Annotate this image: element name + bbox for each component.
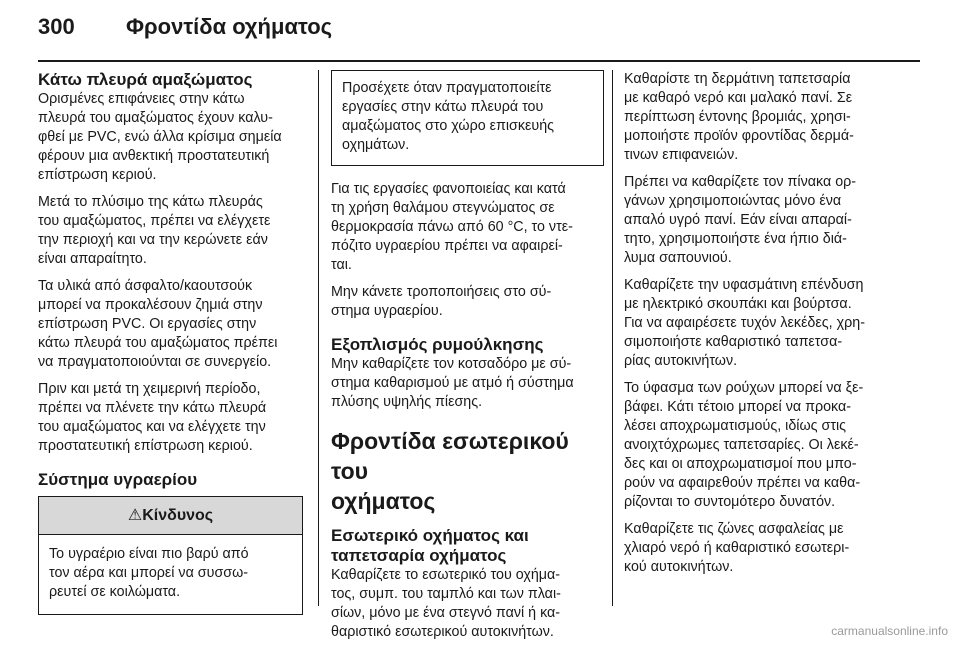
underbody-paragraph-2: Μετά το πλύσιμο της κάτω πλευράς του αμαξώματος, πρέπει να ελέγχετε την περιοχή και να την κερώνετε εάν είναι απαραίτητο. xyxy=(38,194,271,267)
towing-heading: Εξοπλισμός ρυμούλκησης xyxy=(331,335,544,354)
underbody-paragraph-4: Πριν και μετά τη χειμερινή περίοδο, πρέπει να πλένετε την κάτω πλευρά του αμαξώματος και να ελέγχετε την προστατευτική επίστρωση κεριού. xyxy=(38,381,267,454)
header-rule xyxy=(38,60,920,62)
column-3 xyxy=(624,70,914,585)
underbody-paragraph-3: Τα υλικά από άσφαλτο/καουτσούκ μπορεί να προκαλέσουν ζημιά στην επίστρωση PVC. Οι εργασίες στην κάτω πλευρά του αμαξώματος πρέπει να πραγματοποιούνται σε συνεργείο. xyxy=(38,278,278,370)
watermark: carmanualsonline.info xyxy=(831,624,948,638)
danger-box xyxy=(38,496,303,615)
underbody-paragraph-1: Ορισμένες επιφάνειες στην κάτω πλευρά του αμαξώματος έχουν καλυ‐ φθεί με PVC, ενώ άλλα κρίσιμα σημεία φέρουν μια ανθεκτική προστατευτική επίστρωση κεριού. xyxy=(38,91,282,183)
danger-box-header xyxy=(39,497,302,535)
instrument-panel-paragraph: Πρέπει να καθαρίζετε τον πίνακα ορ‐ γάνων χρησιμοποιώντας μόνο ένα απαλό υγρό πανί. Εάν είναι απαραί‐ τητο, χρησιμοποιήστε ένα ήπιο διά‐ λυμα σαπουνιού. xyxy=(624,174,857,266)
column-divider-1 xyxy=(318,70,319,606)
page-header xyxy=(38,14,332,40)
interior-care-section-title: Φροντίδα εσωτερικού του οχήματος xyxy=(331,428,569,514)
lpg-paragraph-1: Για τις εργασίες φανοποιείας και κατά τη χρήση θαλάμου στεγνώματος σε θερμοκρασία πάνω από 60 °C, το ντε‐ πόζιτο υγραερίου πρέπει να αφαιρεί‐ ται. xyxy=(331,181,573,273)
underbody-heading: Κάτω πλευρά αμαξώματος xyxy=(38,70,253,89)
lpg-system-heading: Σύστημα υγραερίου xyxy=(38,470,198,489)
danger-title: Κίνδυνος xyxy=(142,507,214,524)
lpg-paragraph-2: Μην κάνετε τροποποιήσεις στο σύ‐ στημα υγραερίου. xyxy=(331,284,552,319)
danger-text: Το υγραέριο είναι πιο βαρύ από τον αέρα και μπορεί να συσσω‐ ρευτεί σε κοιλώματα. xyxy=(49,546,249,600)
interior-upholstery-heading: Εσωτερικό οχήματος και ταπετσαρία οχήματος xyxy=(331,526,529,565)
caution-text: Προσέχετε όταν πραγματοποιείτε εργασίες στην κάτω πλευρά του αμαξώματος στο χώρο επισκευής οχημάτων. xyxy=(342,80,555,153)
towing-paragraph: Μην καθαρίζετε τον κοτσαδόρο με σύ‐ στημα καθαρισμού με ατμό ή σύστημα πλύσης υψηλής πίεσης. xyxy=(331,356,574,410)
page-number: 300 xyxy=(38,14,75,39)
column-1 xyxy=(38,70,303,629)
fabric-upholstery-paragraph: Καθαρίζετε την υφασμάτινη επένδυση με ηλεκτρικό σκουπάκι και βούρτσα. Για να αφαιρέσετε τυχόν λεκέδες, χρη‐ σιμοποιήστε καθαριστικό ταπετσα‐ ρίας αυτοκινήτων. xyxy=(624,277,865,369)
leather-paragraph: Καθαρίστε τη δερμάτινη ταπετσαρία με καθαρό νερό και μαλακό πανί. Σε περίπτωση έντονης βρομιάς, χρησι‐ μοποιήστε προϊόν φροντίδας δερμά‐ τινων επιφανειών. xyxy=(624,71,854,163)
column-2 xyxy=(331,70,604,650)
interior-paragraph: Καθαρίζετε το εσωτερικό του οχήμα‐ τος, συμπ. του ταμπλό και των πλαι‐ σίων, μόνο με ένα στεγνό πανί ή κα‐ θαριστικό εσωτερικού αυτοκινήτων. xyxy=(331,567,561,640)
caution-box xyxy=(331,70,604,166)
column-divider-2 xyxy=(612,70,613,606)
seat-belts-paragraph: Καθαρίζετε τις ζώνες ασφαλείας με χλιαρό νερό ή καθαριστικό εσωτερι‐ κού αυτοκινήτων. xyxy=(624,521,850,575)
clothing-dye-paragraph: Το ύφασμα των ρούχων μπορεί να ξε‐ βάφει. Κάτι τέτοιο μπορεί να προκα‐ λέσει αποχρωματισμούς, ιδίως στις ανοιχτόχρωμες ταπετσαρίες. Οι λεκέ‐ δες και οι αποχρωματισμοί που μπο‐ ρούν να αφαιρεθούν πρέπει να καθα‐ ρίζονται το συντομότερο δυνατόν. xyxy=(624,380,864,510)
warning-triangle-icon: ⚠ xyxy=(127,507,143,524)
page-title: Φροντίδα οχήματος xyxy=(126,14,333,39)
